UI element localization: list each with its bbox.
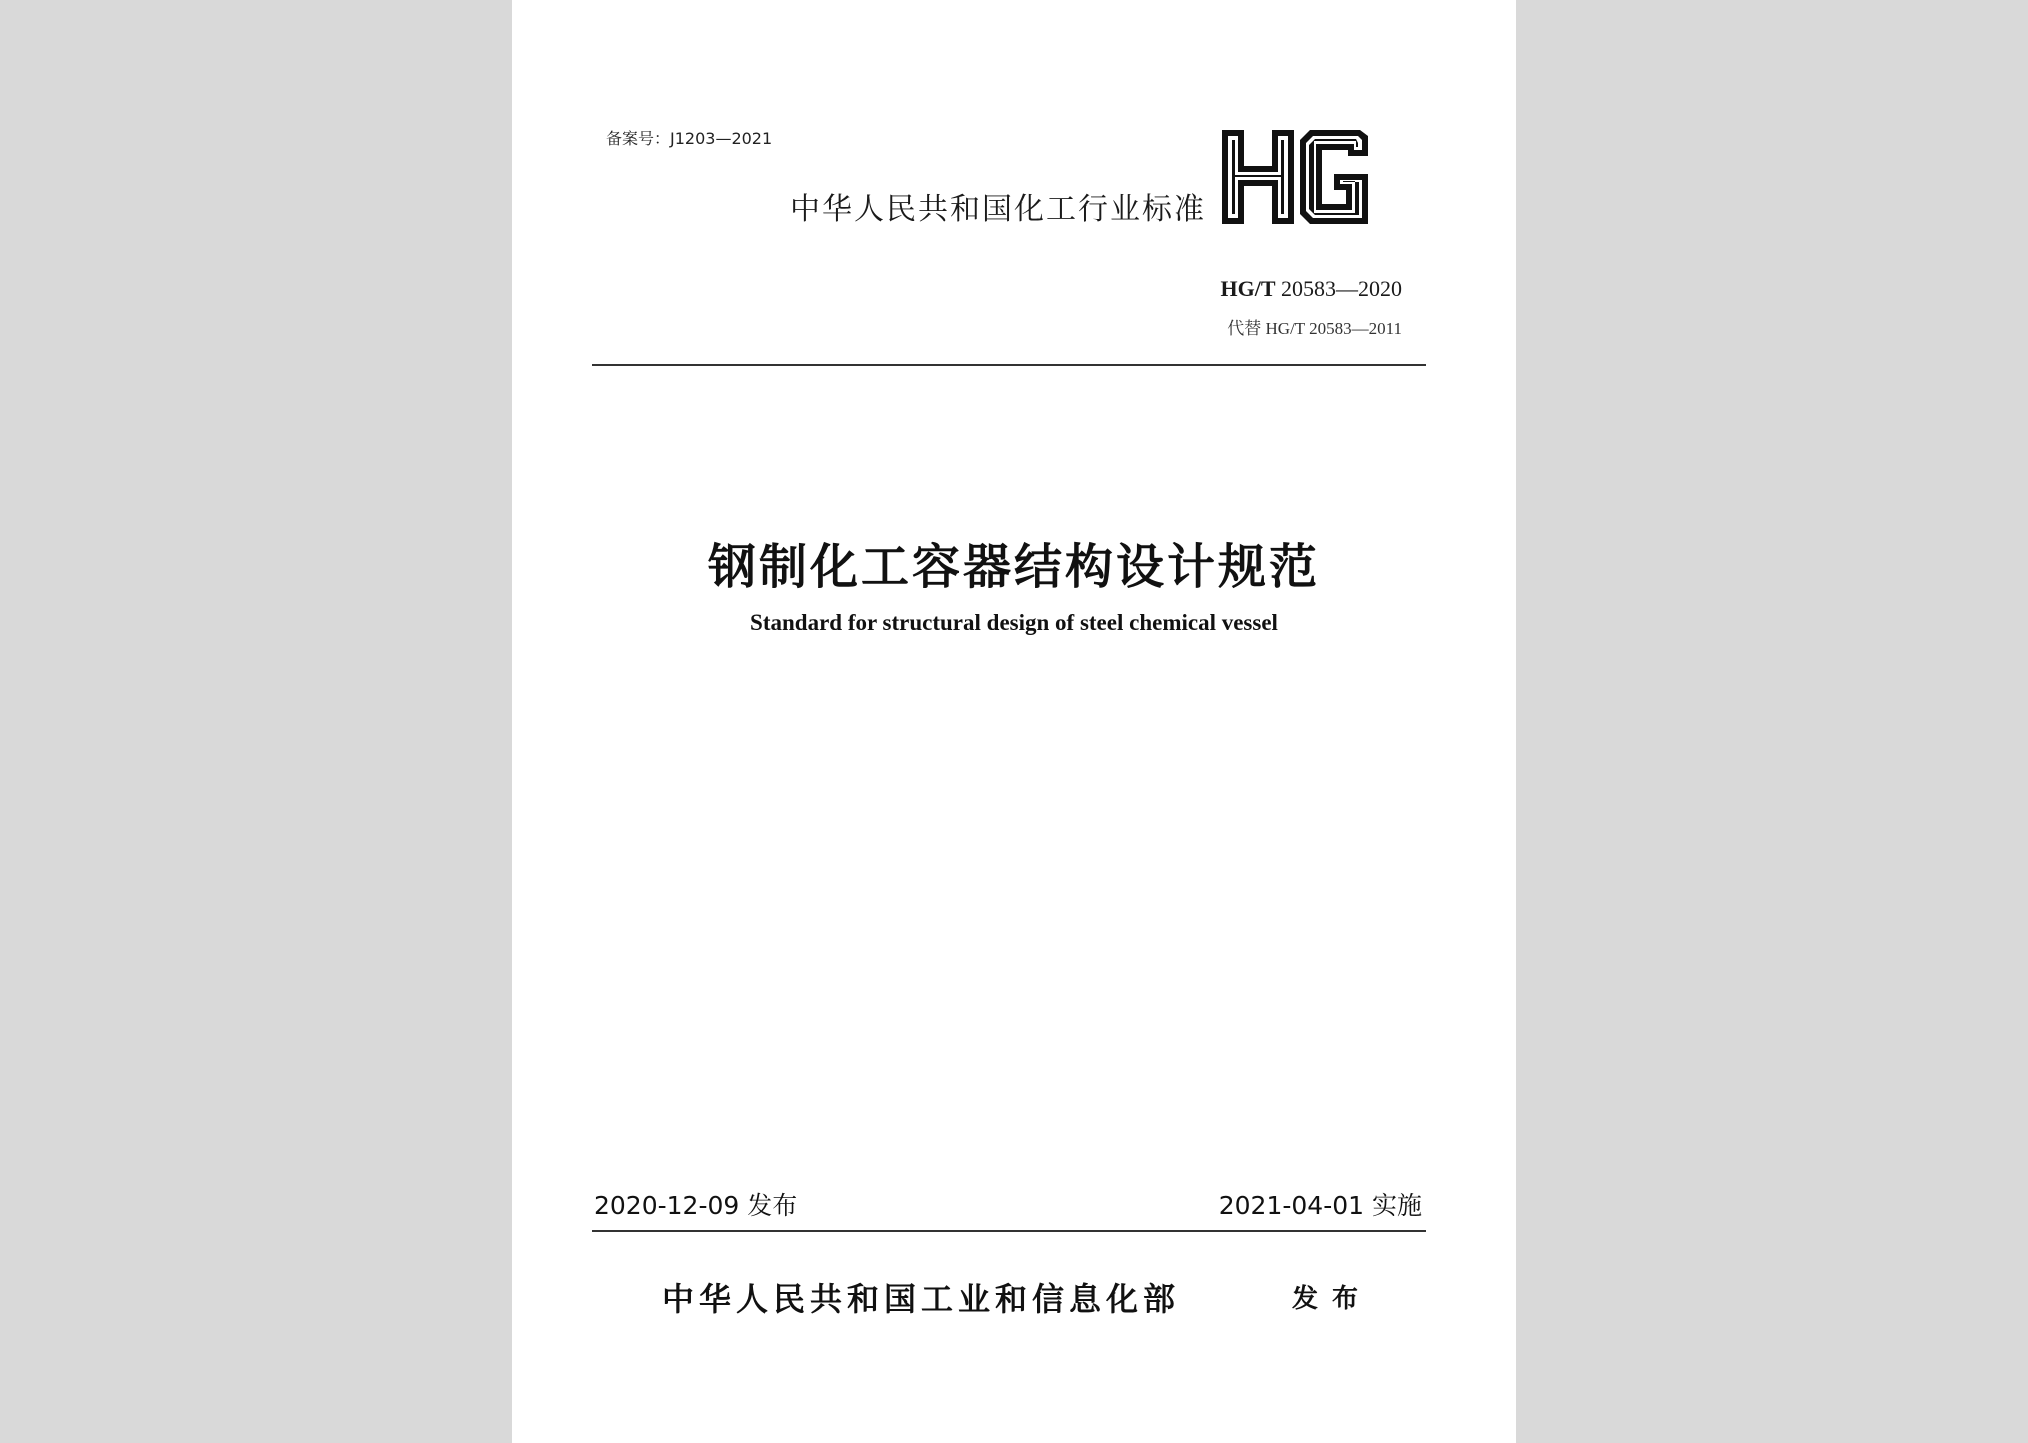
bottom-divider (592, 1230, 1426, 1232)
document-title-english: Standard for structural design of steel chemical vessel (750, 610, 1278, 635)
standard-series-title: 中华人民共和国化工行业标准 (790, 192, 1206, 227)
hg-logo (1220, 128, 1370, 226)
publisher-name: 中华人民共和国工业和信息化部 (662, 1280, 1181, 1318)
document-title-chinese: 钢制化工容器结构设计规范 (707, 539, 1320, 595)
standard-code: HG/T (1220, 276, 1276, 301)
standard-number (1192, 276, 1402, 302)
standard-year-number: 20583—2020 (1281, 276, 1402, 301)
filing-number: 备案号：J1203—2021 (606, 129, 773, 148)
replaces-standard: 代替 HG/T 20583—2011 (1227, 319, 1402, 338)
publish-label: 发布 (1292, 1284, 1373, 1314)
effective-date: 2021-04-01 实施 (1218, 1191, 1422, 1220)
top-divider (592, 364, 1426, 366)
issue-date: 2020-12-09 发布 (594, 1191, 798, 1220)
document-cover-page (512, 0, 1516, 1443)
